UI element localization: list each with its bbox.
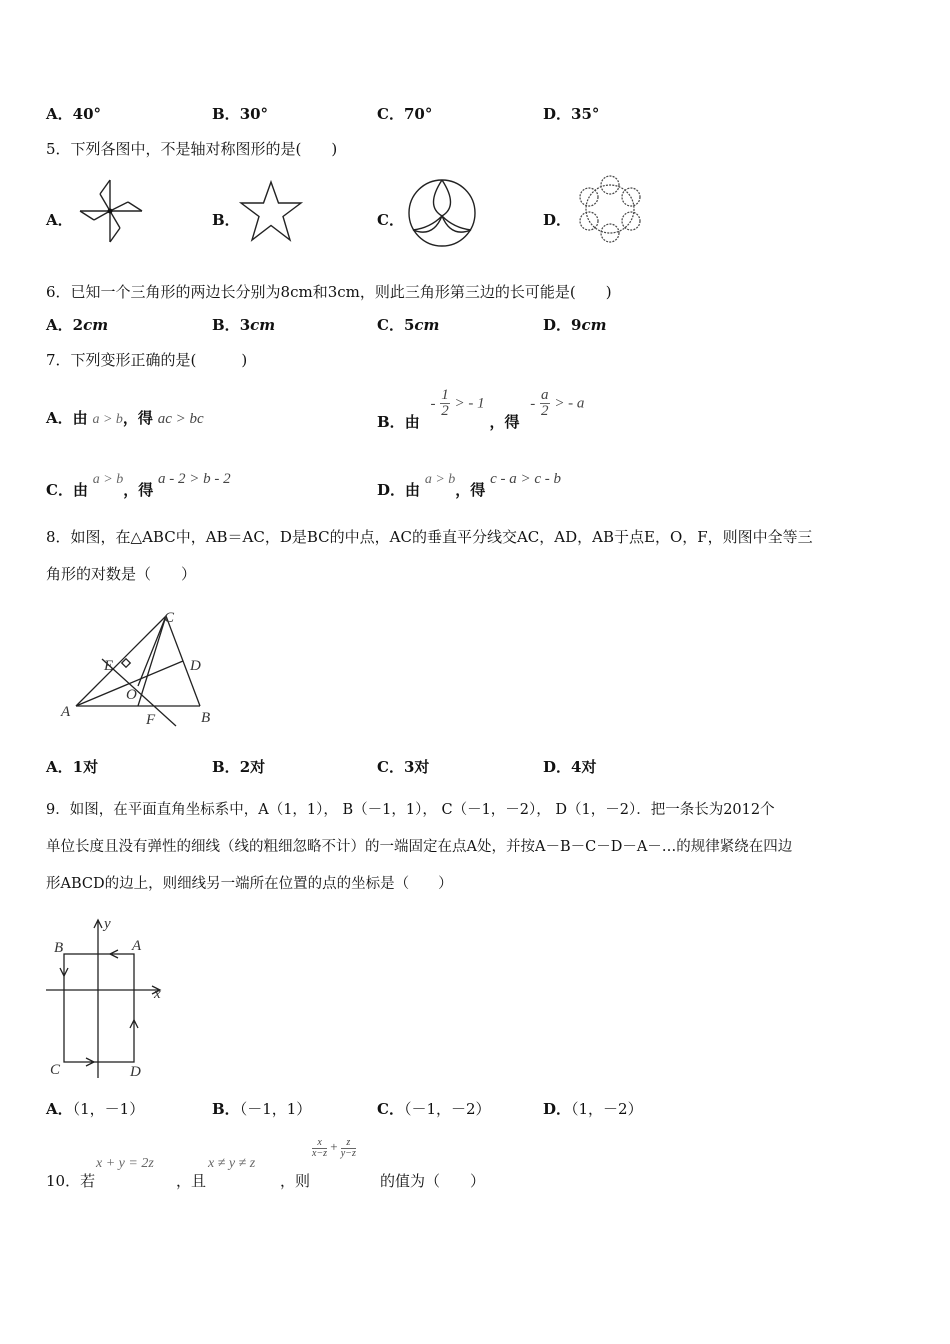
q6-option-c: C．5cm xyxy=(377,316,440,334)
x-axis-label: x xyxy=(154,986,161,1002)
q5-option-d-label: D． xyxy=(543,211,572,229)
q9-option-b: B．（－1，1） xyxy=(212,1100,312,1118)
q9-stem-line2: 单位长度且没有弹性的细线（线的粗细忽略不计）的一端固定在点A处，并按A－B－C－D－A－…的规律紧绕在四边 xyxy=(46,839,793,855)
q8-option-d: D．4对 xyxy=(543,758,597,776)
coordinate-figure xyxy=(44,914,168,1082)
q9-option-c: C．（－1，－2） xyxy=(377,1100,491,1118)
q5-option-a-label: A． xyxy=(46,211,73,229)
star-figure xyxy=(236,180,306,244)
q10-prefix: 10．若 xyxy=(46,1172,96,1190)
q7-option-d: D．由 a > b，得 c - a > c - b xyxy=(377,471,561,499)
q10-equation-2: x ≠ y ≠ z xyxy=(208,1156,256,1171)
q8-option-b: B．2对 xyxy=(212,758,266,776)
q5-stem: 5．下列各图中，不是轴对称图形的是( ) xyxy=(46,140,338,158)
q9-option-d: D．（1，－2） xyxy=(543,1100,643,1118)
q9-stem-line1: 9．如图，在平面直角坐标系中，A（1，1）， B（－1，1）， C（－1，－2）， D（1，－2）．把一条长为2012个 xyxy=(46,802,775,818)
q8-stem-line1: 8．如图，在△ABC中，AB＝AC，D是BC的中点，AC的垂直平分线交AC，AD，AB于点E，O，F，则图中全等三 xyxy=(46,528,813,546)
q4-option-d: D．35° xyxy=(543,105,600,123)
point-f-label: F xyxy=(146,712,156,728)
q8-option-a: A．1对 xyxy=(46,758,99,776)
q5-option-b-label: B． xyxy=(212,211,240,229)
triangle-figure xyxy=(58,606,218,730)
q6-stem: 6．已知一个三角形的两边长分别为8cm和3cm，则此三角形第三边的长可能是( ) xyxy=(46,283,612,301)
q9-option-a: A．（1，－1） xyxy=(46,1100,145,1118)
rect-point-c-label: C xyxy=(50,1062,61,1078)
q4-option-c: C．70° xyxy=(377,105,433,123)
q6-option-a: A．2cm xyxy=(46,316,109,334)
q4-option-b: B．30° xyxy=(212,105,269,123)
q7-stem: 7．下列变形正确的是( ) xyxy=(46,351,248,369)
q5-option-c-label: C． xyxy=(377,211,404,229)
y-axis-label: y xyxy=(104,916,111,932)
q6-option-b: B．3cm xyxy=(212,316,276,334)
point-d-label: D xyxy=(190,658,201,674)
circle-three-arcs-figure xyxy=(405,176,479,248)
q8-stem-line2: 角形的对数是（ ） xyxy=(46,565,197,583)
point-b-label: B xyxy=(201,710,211,726)
q8-option-c: C．3对 xyxy=(377,758,430,776)
q9-stem-line3: 形ABCD的边上，则细线另一端所在位置的点的坐标是（ ） xyxy=(46,876,453,892)
q7-option-b: B．由 - $\frac{1}{2}$ > - 1 ，得 - $\frac{a}{2}$ > - a xyxy=(377,387,585,431)
rect-point-b-label: B xyxy=(54,940,64,956)
rect-point-d-label: D xyxy=(130,1064,141,1080)
q10-expression: $\frac{x}{x-z}$ + $\frac{z}{y-z}$ xyxy=(312,1137,356,1159)
q7-option-c: C．由 a > b，得 a - 2 > b - 2 xyxy=(46,471,231,499)
point-a-label: A xyxy=(61,704,71,720)
flower-figure xyxy=(573,172,647,246)
q10-equation-1: x + y = 2z xyxy=(96,1156,154,1171)
point-c-label: C xyxy=(164,610,175,626)
q6-option-d: D．9cm xyxy=(543,316,607,334)
q4-option-a: A．40° xyxy=(46,105,102,123)
q10-and: ，且 xyxy=(176,1172,207,1190)
q7-option-a: A．由 a > b，得 ac > bc xyxy=(46,409,204,427)
q10-then: ，则 xyxy=(280,1172,311,1190)
pinwheel-figure xyxy=(76,178,146,244)
rect-point-a-label: A xyxy=(132,938,142,954)
point-e-label: E xyxy=(104,658,114,674)
point-o-label: O xyxy=(126,687,137,703)
q10-suffix: 的值为（ ） xyxy=(380,1172,486,1190)
